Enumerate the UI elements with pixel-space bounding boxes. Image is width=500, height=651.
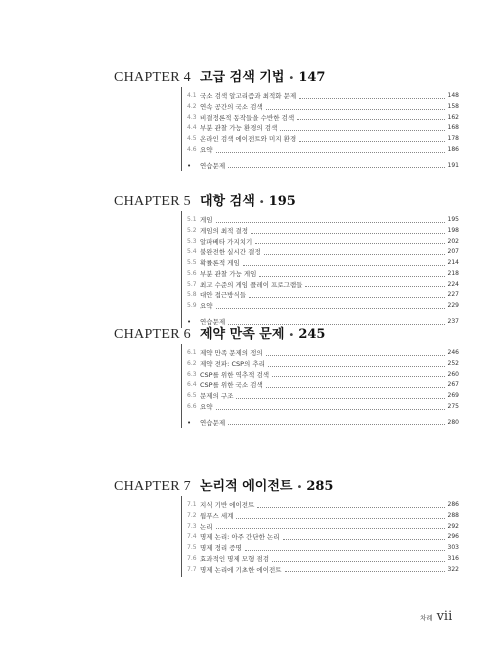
toc-entry[interactable]: [187, 359, 459, 370]
dot-leader: [216, 222, 445, 223]
chapter-divider: [181, 344, 182, 428]
section-number: 6.2: [187, 359, 197, 367]
section-page-number: 296: [447, 533, 459, 541]
section-title: 요약: [200, 402, 213, 411]
exercise-bullet: •: [187, 317, 192, 326]
section-number: 5.2: [187, 226, 197, 234]
dot-leader: [266, 109, 445, 110]
section-page-number: 158: [447, 102, 459, 110]
dot-leader: [216, 409, 445, 410]
section-title: CSP를 위한 역추적 검색: [200, 370, 270, 379]
section-title: CSP를 위한 국소 검색: [200, 381, 263, 390]
section-number: 7.2: [187, 511, 197, 519]
chapter-heading[interactable]: [114, 475, 459, 495]
section-page-number: 207: [447, 248, 459, 256]
exercise-page-number: 191: [447, 161, 459, 169]
section-number: 4.3: [187, 113, 197, 121]
section-number: 7.7: [187, 565, 197, 573]
section-page-number: 162: [447, 113, 459, 121]
dot-leader: [266, 387, 445, 388]
section-number: 4.6: [187, 145, 197, 153]
section-number: 6.4: [187, 381, 197, 389]
section-number: 7.4: [187, 533, 197, 541]
dot-leader: [272, 376, 445, 377]
chapter-divider: [181, 211, 182, 328]
exercise-bullet: •: [187, 418, 192, 427]
chapter-label: CHAPTER 6: [114, 327, 191, 342]
section-title: 요약: [200, 302, 213, 310]
section-list: [187, 91, 459, 171]
section-number: 7.1: [187, 501, 197, 508]
section-number: 5.5: [187, 259, 197, 266]
dot-leader: [228, 167, 445, 168]
dot-leader: [272, 561, 445, 562]
dot-leader: [268, 366, 445, 367]
section-number: 4.2: [187, 102, 197, 110]
section-title: 웜푸스 세계: [200, 511, 234, 520]
dot-leader: [285, 571, 445, 572]
exercise-bullet: •: [187, 161, 192, 170]
section-page-number: 198: [447, 226, 459, 234]
section-number: 6.5: [187, 392, 197, 399]
section-page-number: 195: [447, 216, 459, 223]
chapter-label: CHAPTER 4: [114, 70, 191, 85]
section-number: 4.1: [187, 92, 197, 99]
section-page-number: 303: [447, 544, 459, 551]
section-page-number: 252: [447, 359, 459, 367]
dot-leader: [216, 152, 445, 153]
toc-entry-exercises[interactable]: [187, 161, 459, 172]
section-number: 7.6: [187, 554, 197, 562]
section-page-number: 168: [447, 124, 459, 132]
exercise-title: 연습문제: [200, 317, 226, 326]
chapter-label: CHAPTER 7: [114, 479, 191, 494]
section-number: 5.6: [187, 269, 197, 277]
chapter-heading[interactable]: [114, 66, 459, 86]
toc-entry[interactable]: [187, 145, 459, 156]
section-title: 문제의 구조: [200, 392, 234, 400]
section-page-number: 224: [447, 280, 459, 288]
dot-leader: [299, 98, 445, 99]
section-page-number: 246: [447, 349, 459, 356]
dot-leader: [236, 398, 445, 399]
dot-leader: [216, 528, 445, 529]
dot-leader: [245, 550, 445, 551]
toc-entry[interactable]: [187, 565, 459, 576]
footer-label: 차례: [420, 614, 433, 622]
section-number: 5.7: [187, 280, 197, 288]
chapter-bullet: •: [296, 482, 303, 493]
dot-leader: [216, 308, 445, 309]
toc-entry[interactable]: [187, 269, 459, 280]
dot-leader: [257, 507, 445, 508]
dot-leader: [299, 141, 445, 142]
chapter-page-number: 245: [298, 327, 326, 342]
section-number: 4.4: [187, 124, 197, 132]
section-number: 5.9: [187, 302, 197, 309]
toc-entry[interactable]: [187, 226, 459, 237]
section-number: 7.3: [187, 522, 197, 530]
exercise-page-number: 280: [447, 418, 459, 426]
section-page-number: 322: [447, 565, 459, 573]
chapter-block: [114, 475, 459, 574]
section-page-number: 218: [447, 269, 459, 277]
toc-entry[interactable]: [187, 554, 459, 565]
section-title: 최고 수준의 게임 플레이 프로그램들: [200, 280, 303, 289]
section-page-number: 292: [447, 522, 459, 530]
dot-leader: [266, 355, 445, 356]
toc-entry[interactable]: [187, 348, 459, 359]
toc-entry[interactable]: [187, 280, 459, 291]
section-list: [187, 348, 459, 428]
section-title: 명제 정리 증명: [200, 544, 242, 552]
section-page-number: 260: [447, 370, 459, 378]
section-title: 대안 접근방식들: [200, 291, 247, 300]
dot-leader: [305, 286, 445, 287]
toc-entry[interactable]: [187, 543, 459, 554]
section-title: 온라인 검색 에이전트와 미지 환경: [200, 135, 297, 143]
section-page-number: 275: [447, 402, 459, 410]
toc-entry[interactable]: [187, 380, 459, 391]
chapter-block: [114, 190, 459, 326]
section-title: 알파베타 가지치기: [200, 237, 253, 246]
section-title: 부분 관찰 가능 게임: [200, 269, 257, 278]
section-number: 5.1: [187, 216, 197, 223]
toc-entry[interactable]: [187, 258, 459, 269]
dot-leader: [243, 265, 445, 266]
dot-leader: [297, 119, 445, 120]
toc-entry[interactable]: [187, 402, 459, 413]
dot-leader: [264, 254, 445, 255]
toc-entry[interactable]: [187, 113, 459, 124]
section-title: 효과적인 명제 모형 점검: [200, 554, 269, 563]
section-page-number: 227: [447, 291, 459, 299]
chapter-title: 대항 검색: [200, 194, 255, 209]
chapter-bullet: •: [258, 197, 265, 208]
section-title: 제약 전파: CSP의 추리: [200, 359, 265, 368]
dot-leader: [280, 130, 445, 131]
section-number: 5.4: [187, 248, 197, 256]
section-page-number: 178: [447, 135, 459, 142]
section-list: [187, 500, 459, 575]
chapter-title: 고급 검색 기법: [200, 70, 285, 85]
section-title: 연속 공간의 국소 검색: [200, 102, 263, 111]
chapter-title: 논리적 에이전트: [200, 479, 293, 494]
section-title: 게임의 최적 결정: [200, 226, 249, 235]
dot-leader: [259, 276, 445, 277]
section-title: 부분 관찰 가능 환경의 검색: [200, 124, 278, 133]
section-title: 논리: [200, 522, 213, 531]
chapter-divider: [181, 87, 182, 171]
section-number: 7.5: [187, 544, 197, 551]
chapter-bullet: •: [288, 73, 295, 84]
dot-leader: [249, 297, 445, 298]
section-number: 6.1: [187, 349, 197, 356]
exercise-title: 연습문제: [200, 418, 226, 427]
dot-leader: [228, 424, 445, 425]
chapter-heading[interactable]: [114, 190, 459, 210]
section-page-number: 269: [447, 392, 459, 399]
chapter-title: 제약 만족 문제: [200, 327, 285, 342]
chapter-block: [114, 66, 459, 170]
chapter-page-number: 195: [268, 194, 296, 209]
section-title: 게임: [200, 216, 213, 224]
section-number: 4.5: [187, 135, 197, 142]
section-title: 국소 검색 알고리즘과 최적화 문제: [200, 92, 297, 100]
chapter-page-number: 285: [306, 479, 334, 494]
toc-entry[interactable]: [187, 91, 459, 102]
dot-leader: [255, 243, 445, 244]
dot-leader: [283, 539, 445, 540]
toc-entry[interactable]: [187, 247, 459, 258]
section-page-number: 148: [447, 92, 459, 99]
section-page-number: 286: [447, 501, 459, 508]
footer-page-number: vii: [436, 609, 453, 624]
toc-entry-exercises[interactable]: [187, 418, 459, 429]
section-title: 비결정론적 동작들을 수반한 검색: [200, 113, 295, 122]
toc-entry[interactable]: [187, 391, 459, 402]
toc-entry[interactable]: [187, 532, 459, 543]
chapter-divider: [181, 496, 182, 577]
toc-entry[interactable]: [187, 500, 459, 511]
section-title: 확률론적 게임: [200, 259, 240, 267]
section-number: 5.8: [187, 291, 197, 299]
toc-entry[interactable]: [187, 290, 459, 301]
section-list: [187, 215, 459, 328]
section-title: 불완전한 실시간 결정: [200, 248, 261, 257]
dot-leader: [251, 233, 445, 234]
toc-entry[interactable]: [187, 102, 459, 113]
section-number: 6.3: [187, 370, 197, 378]
section-page-number: 288: [447, 511, 459, 519]
section-page-number: 202: [447, 237, 459, 245]
dot-leader: [236, 518, 445, 519]
section-title: 명제 논리에 기초한 에이전트: [200, 565, 282, 574]
toc-entry[interactable]: [187, 134, 459, 145]
chapter-heading[interactable]: [114, 323, 459, 343]
exercise-title: 연습문제: [200, 161, 226, 170]
toc-entry[interactable]: [187, 237, 459, 248]
chapter-page-number: 147: [298, 70, 326, 85]
section-page-number: 229: [447, 302, 459, 309]
section-page-number: 186: [447, 145, 459, 153]
toc-entry[interactable]: [187, 522, 459, 533]
section-title: 지식 기반 에이전트: [200, 501, 255, 509]
toc-entry[interactable]: [187, 215, 459, 226]
chapter-bullet: •: [288, 330, 295, 341]
page-footer: [420, 609, 452, 624]
exercise-page-number: 237: [447, 317, 459, 325]
chapter-block: [114, 323, 459, 427]
chapter-label: CHAPTER 5: [114, 194, 191, 209]
toc-entry[interactable]: [187, 370, 459, 381]
section-title: 명제 논리: 아주 간단한 논리: [200, 533, 280, 542]
section-page-number: 214: [447, 259, 459, 266]
toc-entry[interactable]: [187, 123, 459, 134]
section-number: 5.3: [187, 237, 197, 245]
toc-entry[interactable]: [187, 301, 459, 312]
section-number: 6.6: [187, 402, 197, 410]
section-page-number: 316: [447, 554, 459, 562]
section-title: 요약: [200, 145, 213, 154]
section-title: 제약 만족 문제의 정의: [200, 349, 263, 357]
section-page-number: 267: [447, 381, 459, 389]
toc-entry[interactable]: [187, 511, 459, 522]
